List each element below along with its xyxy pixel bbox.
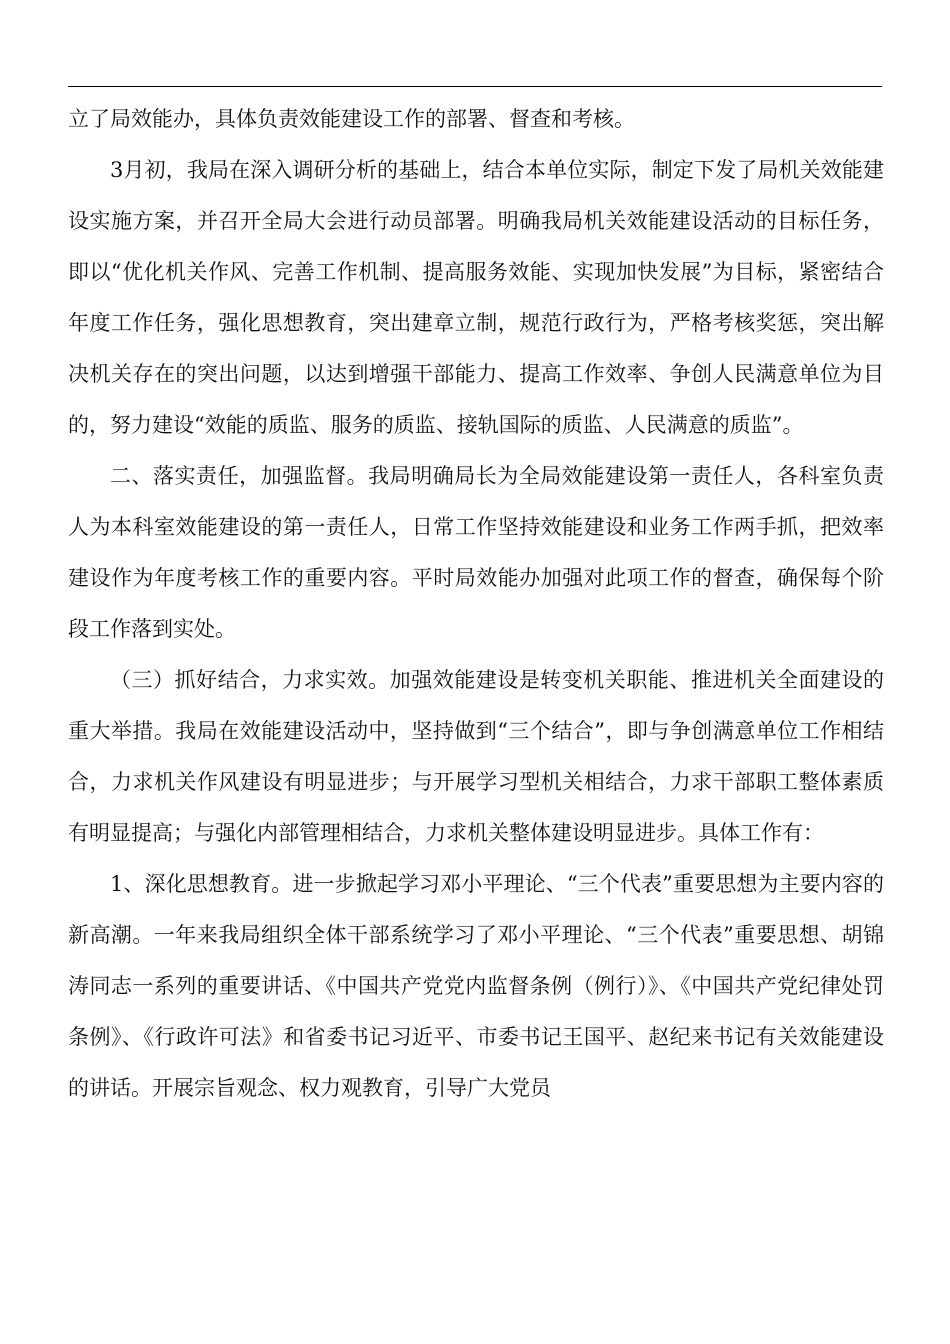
paragraph-combination: （三）抓好结合，力求实效。加强效能建设是转变机关职能、推进机关全面建设的重大举措。我局在效能建设活动中，坚持做到“三个结合”，即与争创满意单位工作相结合，力求机关作风建设有明显进步；与开展学习型机关相结合，力求干部职工整体素质有明显提高；与强化内部管理相结合，力求机关整体建设明显进步。具体工作有： bbox=[68, 668, 884, 845]
paragraph-responsibility: 二、落实责任，加强监督。我局明确局长为全局效能建设第一责任人，各科室负责人为本科室效能建设的第一责任人，日常工作坚持效能建设和业务工作两手抓，把效率建设作为年度考核工作的重要内容。平时局效能办加强对此项工作的督查，确保每个阶段工作落到实处。 bbox=[68, 464, 884, 641]
header-rule bbox=[68, 86, 882, 87]
paragraph-ideological-education: 1、深化思想教育。进一步掀起学习邓小平理论、“三个代表”重要思想为主要内容的新高潮。一年来我局组织全体干部系统学习了邓小平理论、“三个代表”重要思想、胡锦涛同志一系列的重要讲话、《中国共产党党内监督条例（例行）》、《中国共产党纪律处罚条例》、《行政许可法》和省委书记习近平、市委书记王国平、赵纪来书记有关效能建设的讲话。开展宗旨观念、权力观教育，引导广大党员 bbox=[68, 872, 884, 1100]
paragraph-continuation: 立了局效能办，具体负责效能建设工作的部署、督查和考核。 bbox=[68, 107, 635, 131]
paragraph-march-plan: 3月初，我局在深入调研分析的基础上，结合本单位实际，制定下发了局机关效能建设实施方案，并召开全局大会进行动员部署。明确我局机关效能建设活动的目标任务，即以“优化机关作风、完善工作机制、提高服务效能、实现加快发展”为目标，紧密结合年度工作任务，强化思想教育，突出建章立制，规范行政行为，严格考核奖惩，突出解决机关存在的突出问题，以达到增强干部能力、提高工作效率、争创人民满意单位为目的，努力建设“效能的质监、服务的质监、接轨国际的质监、人民满意的质监”。 bbox=[68, 158, 884, 437]
document-body bbox=[68, 94, 884, 1114]
